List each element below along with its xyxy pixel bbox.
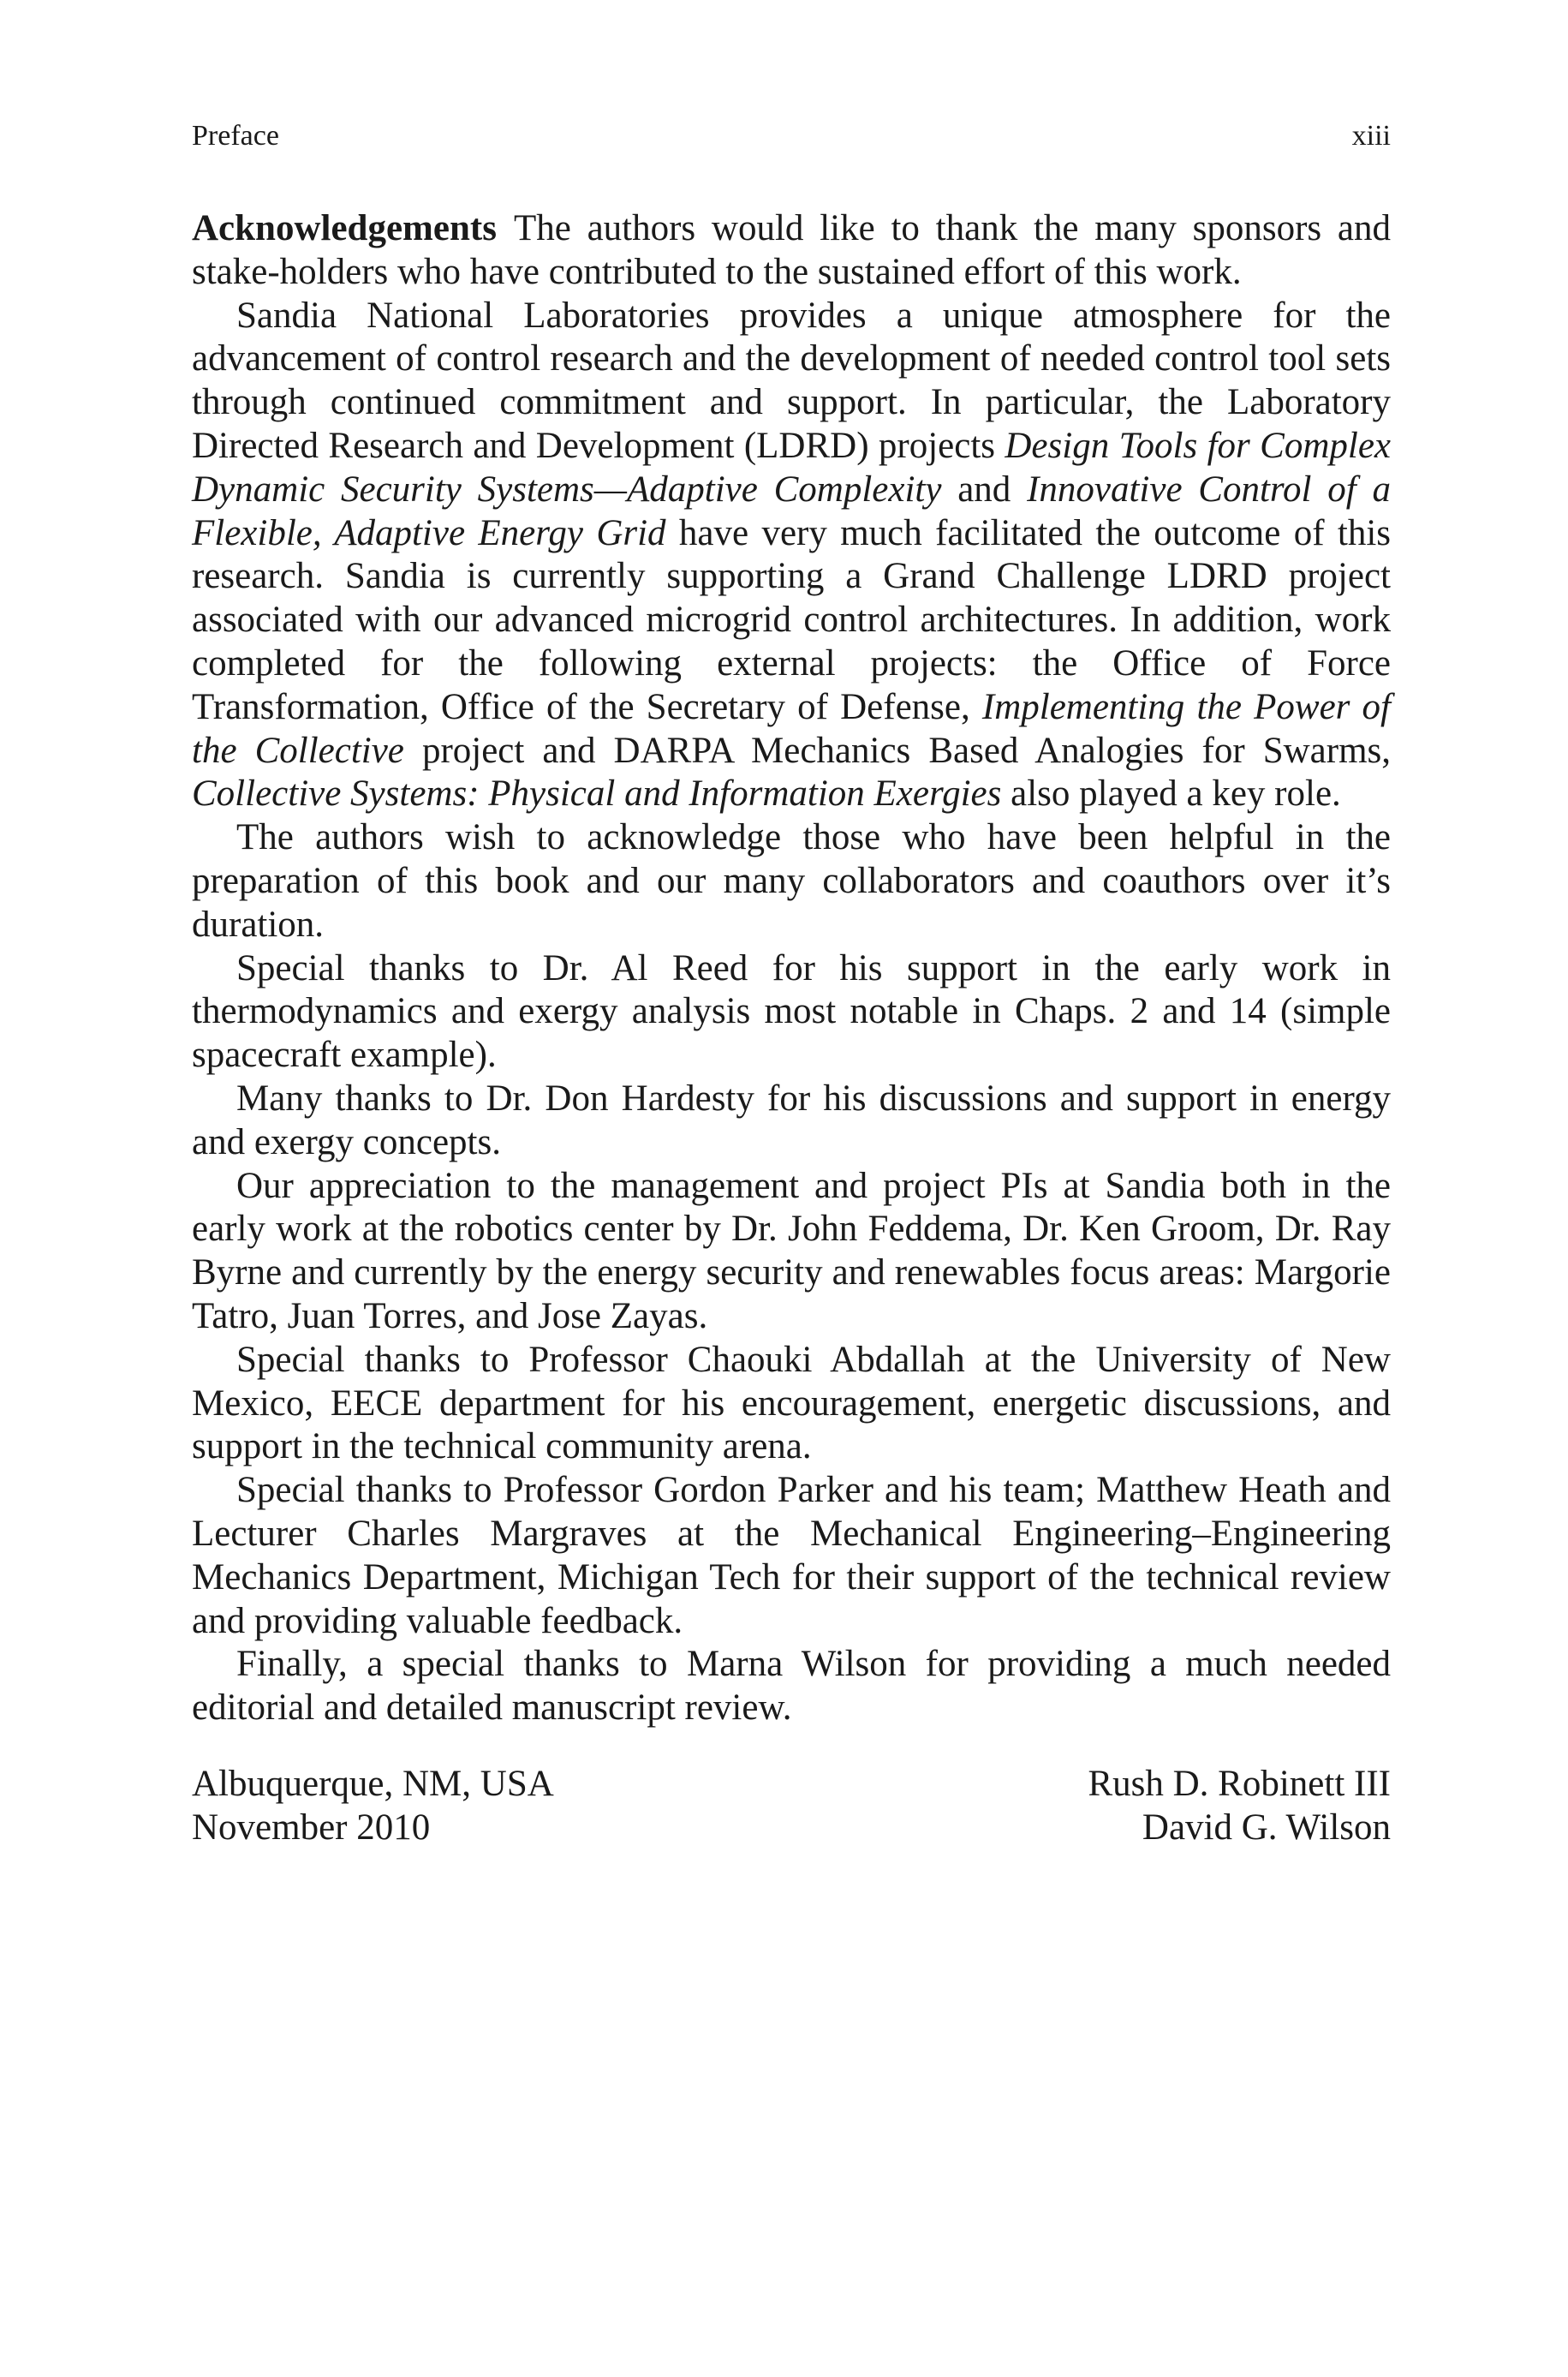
signature-block — [192, 1763, 1391, 1850]
signature-place: Albuquerque, NM, USA — [192, 1763, 554, 1804]
signature-date: November 2010 — [192, 1807, 431, 1848]
acknowledgements-heading: Acknowledgements — [192, 208, 497, 248]
running-header — [192, 120, 1391, 171]
signature-authors — [1088, 1763, 1391, 1850]
reed-paragraph: Special thanks to Dr. Al Reed for his support in the early work in thermodynamics and exergy analysis most notable in Chaps. 2 and 14 (simple spacecraft example). — [192, 947, 1391, 1076]
hardesty-paragraph: Many thanks to Dr. Don Hardesty for his discussions and support in energy and exergy concepts. — [192, 1078, 1391, 1162]
acknowledgements-intro: The authors would like to thank the many sponsors and stake-holders who have contributed to the sustained effort of this work. — [192, 208, 1391, 292]
wilson-paragraph: Finally, a special thanks to Marna Wilson for providing a much needed editorial and detailed manuscript review. — [192, 1644, 1391, 1729]
signature-place-date — [192, 1763, 554, 1850]
parker-paragraph: Special thanks to Professor Gordon Parker and his team; Matthew Heath and Lecturer Charles Margraves at the Mechanical Engineering–Engineering Mechanics Department, Michigan Tech for their support of the technical review and providing valuable feedback. — [192, 1470, 1391, 1641]
project-title-power-of-collective: Implementing the Power of the Collective — [192, 686, 1391, 771]
sandia-text-5: also played a key role. — [1001, 773, 1341, 815]
page-number: xiii — [1351, 120, 1391, 152]
management-paragraph: Our appreciation to the management and project PIs at Sandia both in the early work at the robotics center by Dr. John Feddema, Dr. Ken Groom, Dr. Ray Byrne and currently by the energy security and renewables focus areas: Margorie Tatro, Juan Torres, and Jose Zayas. — [192, 1165, 1391, 1336]
project-title-innovative-control: Innovative Control of a Flexible, Adaptive Energy Grid — [192, 469, 1391, 553]
acknowledgements-paragraph — [192, 207, 1391, 295]
sandia-paragraph — [192, 295, 1391, 817]
sandia-text-2: and — [941, 469, 1028, 510]
project-title-design-tools: Design Tools for Complex Dynamic Security Systems—Adaptive Complexity — [192, 425, 1391, 510]
preface-body — [192, 207, 1391, 1730]
book-page — [192, 120, 1391, 1849]
signature-author-1: Rush D. Robinett III — [1088, 1763, 1391, 1804]
sandia-text-3: have very much facilitated the outcome of this research. Sandia is currently supporting a Grand Challenge LDRD project associated with our advanced microgrid control architectures. In addition, work completed for the following external projects: the Office of Force Transformation, Office of the Secretary of Defense, — [192, 512, 1391, 727]
signature-author-2: David G. Wilson — [1142, 1807, 1391, 1848]
preparation-paragraph: The authors wish to acknowledge those who have been helpful in the preparation of this book and our many collaborators and coauthors over it’s duration. — [192, 817, 1391, 945]
sandia-text-1: Sandia National Laboratories provides a unique atmosphere for the advancement of control research and the development of needed control tool sets through continued commitment and support. In particular, the Laboratory Directed Research and Development (LDRD) projects — [192, 295, 1391, 466]
project-title-collective-systems: Collective Systems: Physical and Information Exergies — [192, 773, 1002, 815]
sandia-text-4: project and DARPA Mechanics Based Analogies for Swarms, — [403, 730, 1392, 771]
running-head-section: Preface — [192, 120, 279, 152]
abdallah-paragraph: Special thanks to Professor Chaouki Abdallah at the University of New Mexico, EECE department for his encouragement, energetic discussions, and support in the technical community arena. — [192, 1339, 1391, 1467]
